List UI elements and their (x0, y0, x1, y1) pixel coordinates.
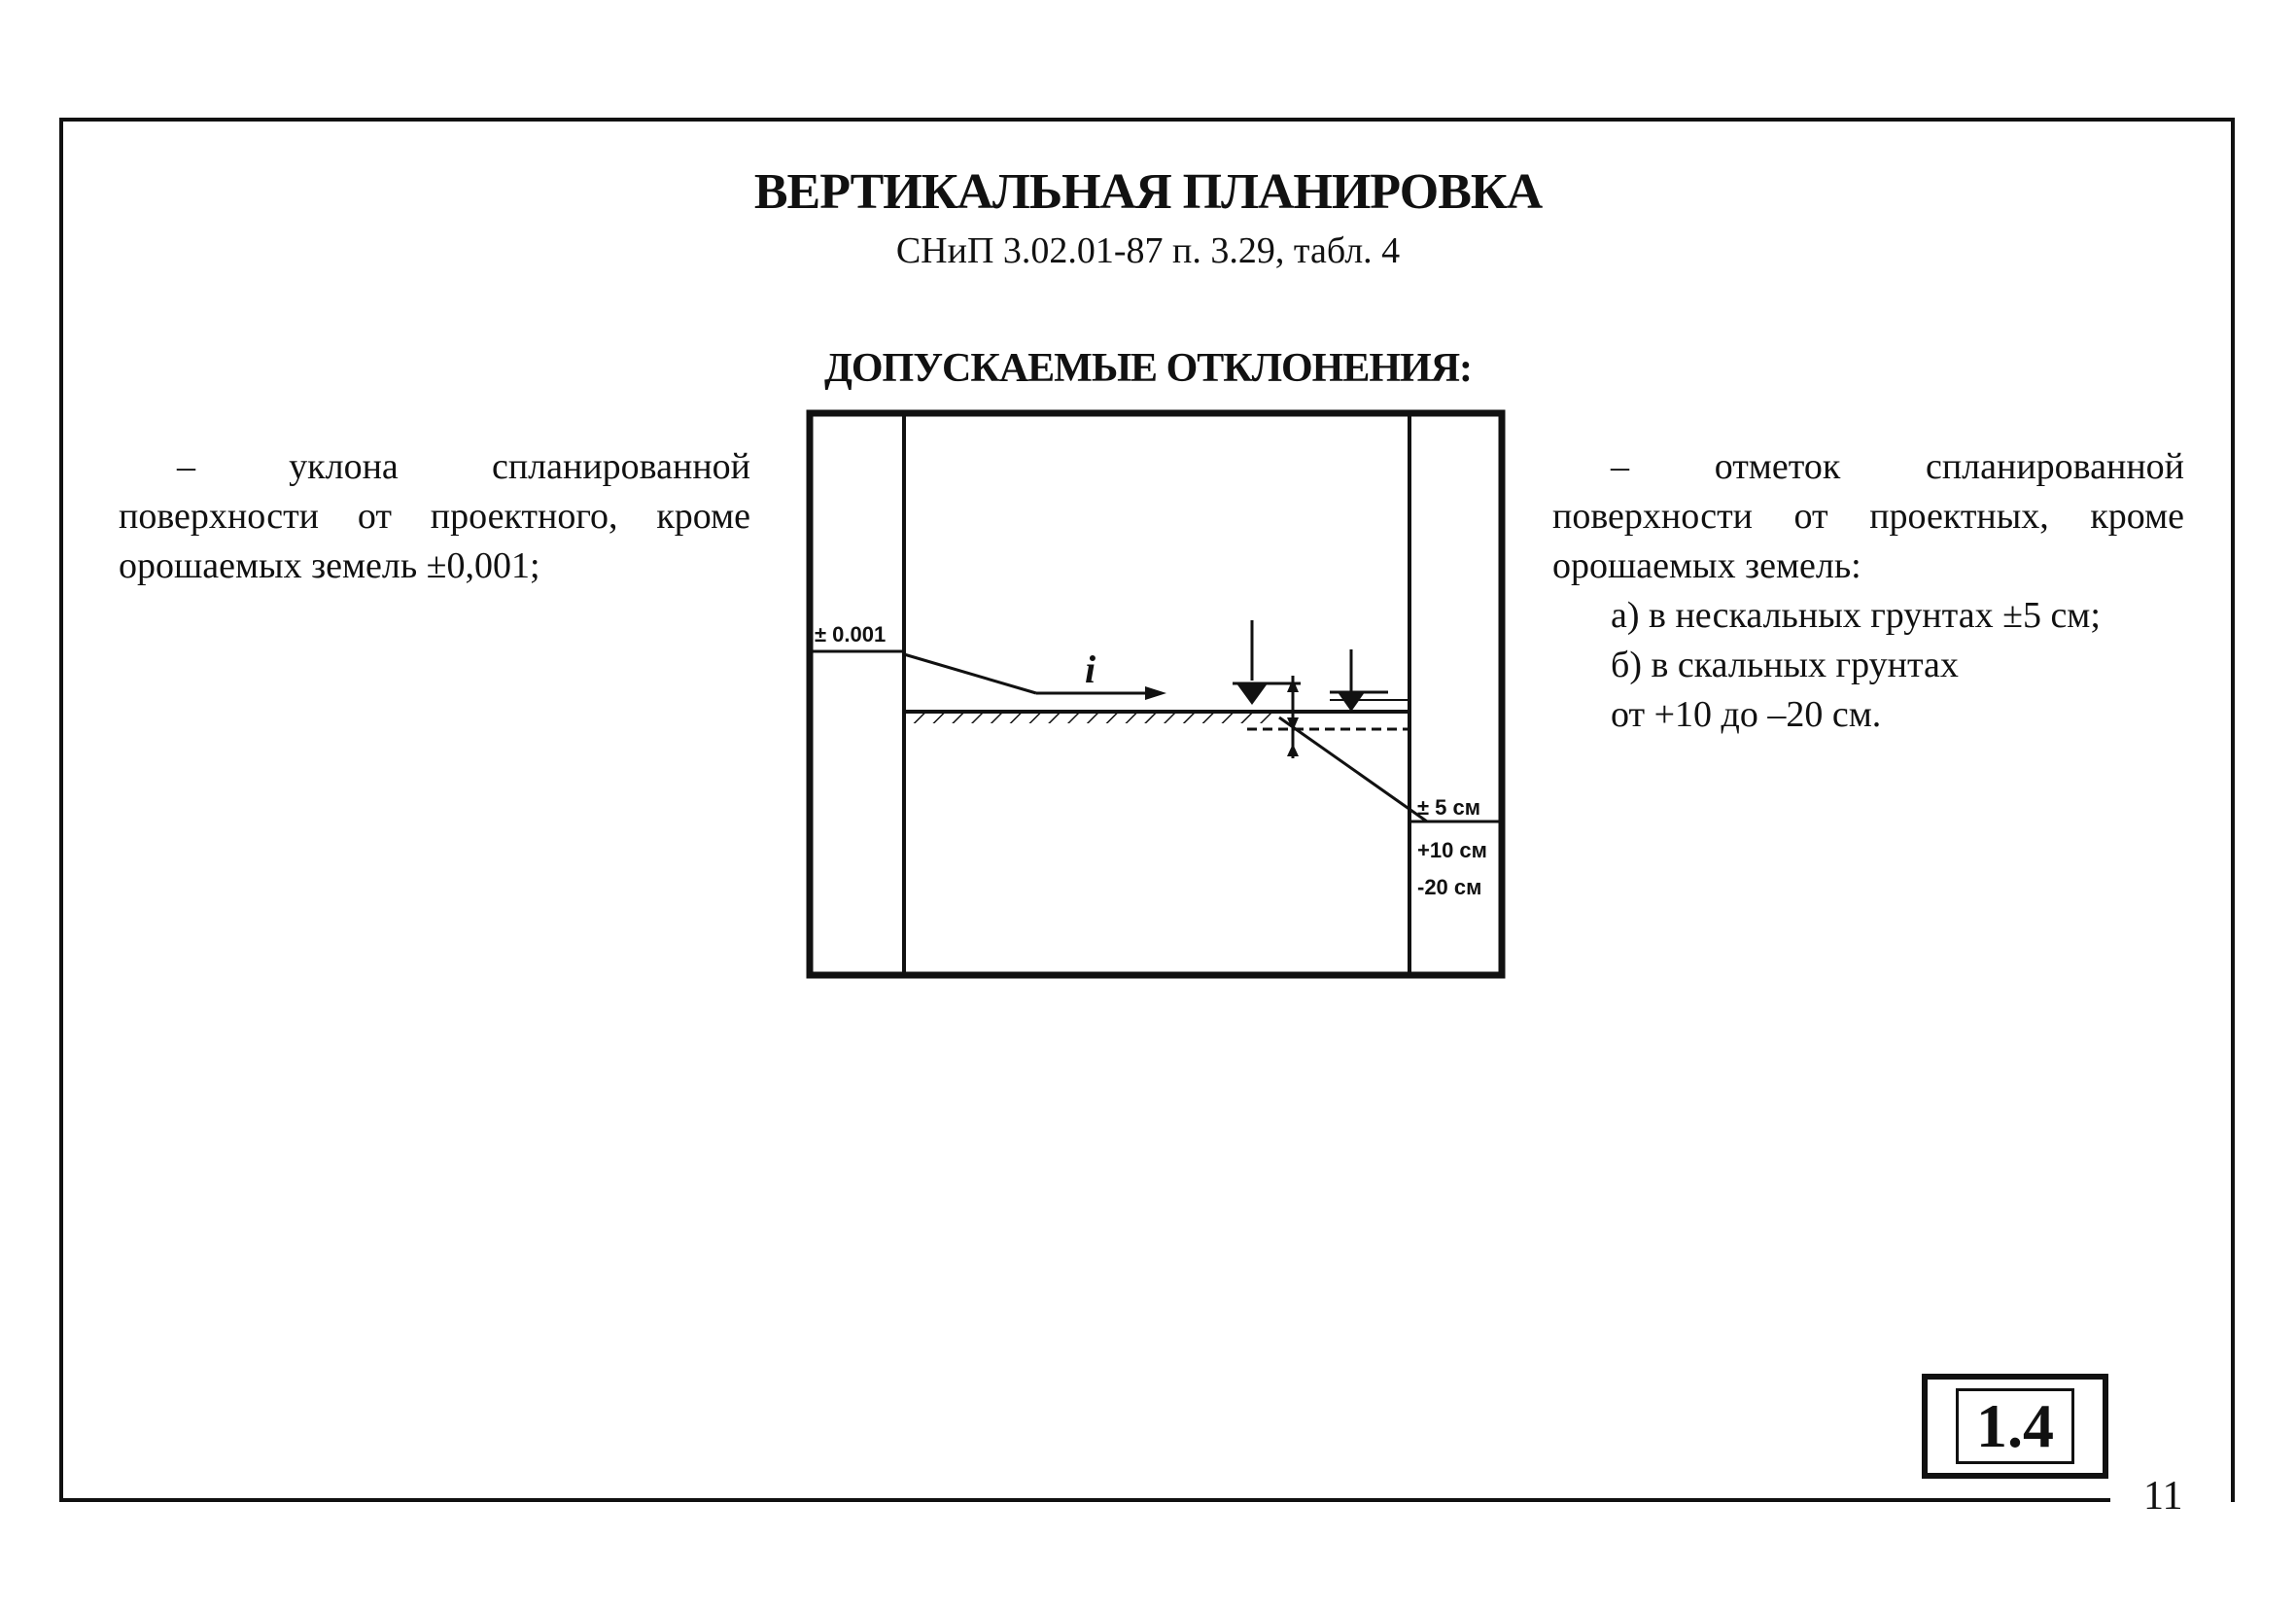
plus-ten-label: +10 см (1417, 838, 1487, 862)
left-marker-triangle (1236, 683, 1268, 705)
slope-label: ± 0.001 (815, 622, 887, 647)
page-subtitle: СНиП 3.02.01-87 п. 3.29, табл. 4 (895, 230, 1401, 271)
page-title: ВЕРТИКАЛЬНАЯ ПЛАНИРОВКА (753, 164, 1543, 220)
elevation-tolerance-text: – отметок спланированной поверхности от проектных, кроме орошаемых земель: (1552, 446, 2184, 586)
sheet-reference-number: 1.4 (1956, 1388, 2074, 1464)
sheet-reference-box (1922, 1374, 2108, 1479)
slope-tolerance-text: – уклона спланированной поверхности от проектного, кроме орошаемых земель ±0,001; (119, 446, 750, 586)
slope-arrowhead (1145, 686, 1166, 700)
frame-tail (2231, 1458, 2235, 1502)
slope-i-label: i (1085, 647, 1096, 691)
tolerance-arrow-lower (1287, 744, 1299, 756)
minus-twenty-label: -20 см (1417, 875, 1482, 899)
ground-hatching (912, 714, 1273, 723)
page-number: 11 (2143, 1474, 2183, 1519)
tolerance-arrow-up (1287, 679, 1299, 692)
item-b-continuation: от +10 до –20 см. (1611, 694, 1882, 735)
deviation-leader (1279, 717, 1427, 821)
left-text-block (119, 442, 750, 591)
item-b-text: б) в скальных грунтах (1611, 645, 1959, 685)
section-heading: ДОПУСКАЕМЫЕ ОТКЛОНЕНИЯ: (823, 346, 1473, 391)
five-cm-label: ± 5 см (1417, 795, 1481, 820)
right-text-block (1552, 442, 2184, 740)
slope-line (904, 654, 1036, 693)
right-marker-triangle (1338, 692, 1365, 712)
bottom-rule (59, 1498, 2110, 1502)
grading-diagram (805, 408, 1507, 982)
item-a-text: а) в нескальных грунтах ±5 см; (1611, 595, 2101, 636)
